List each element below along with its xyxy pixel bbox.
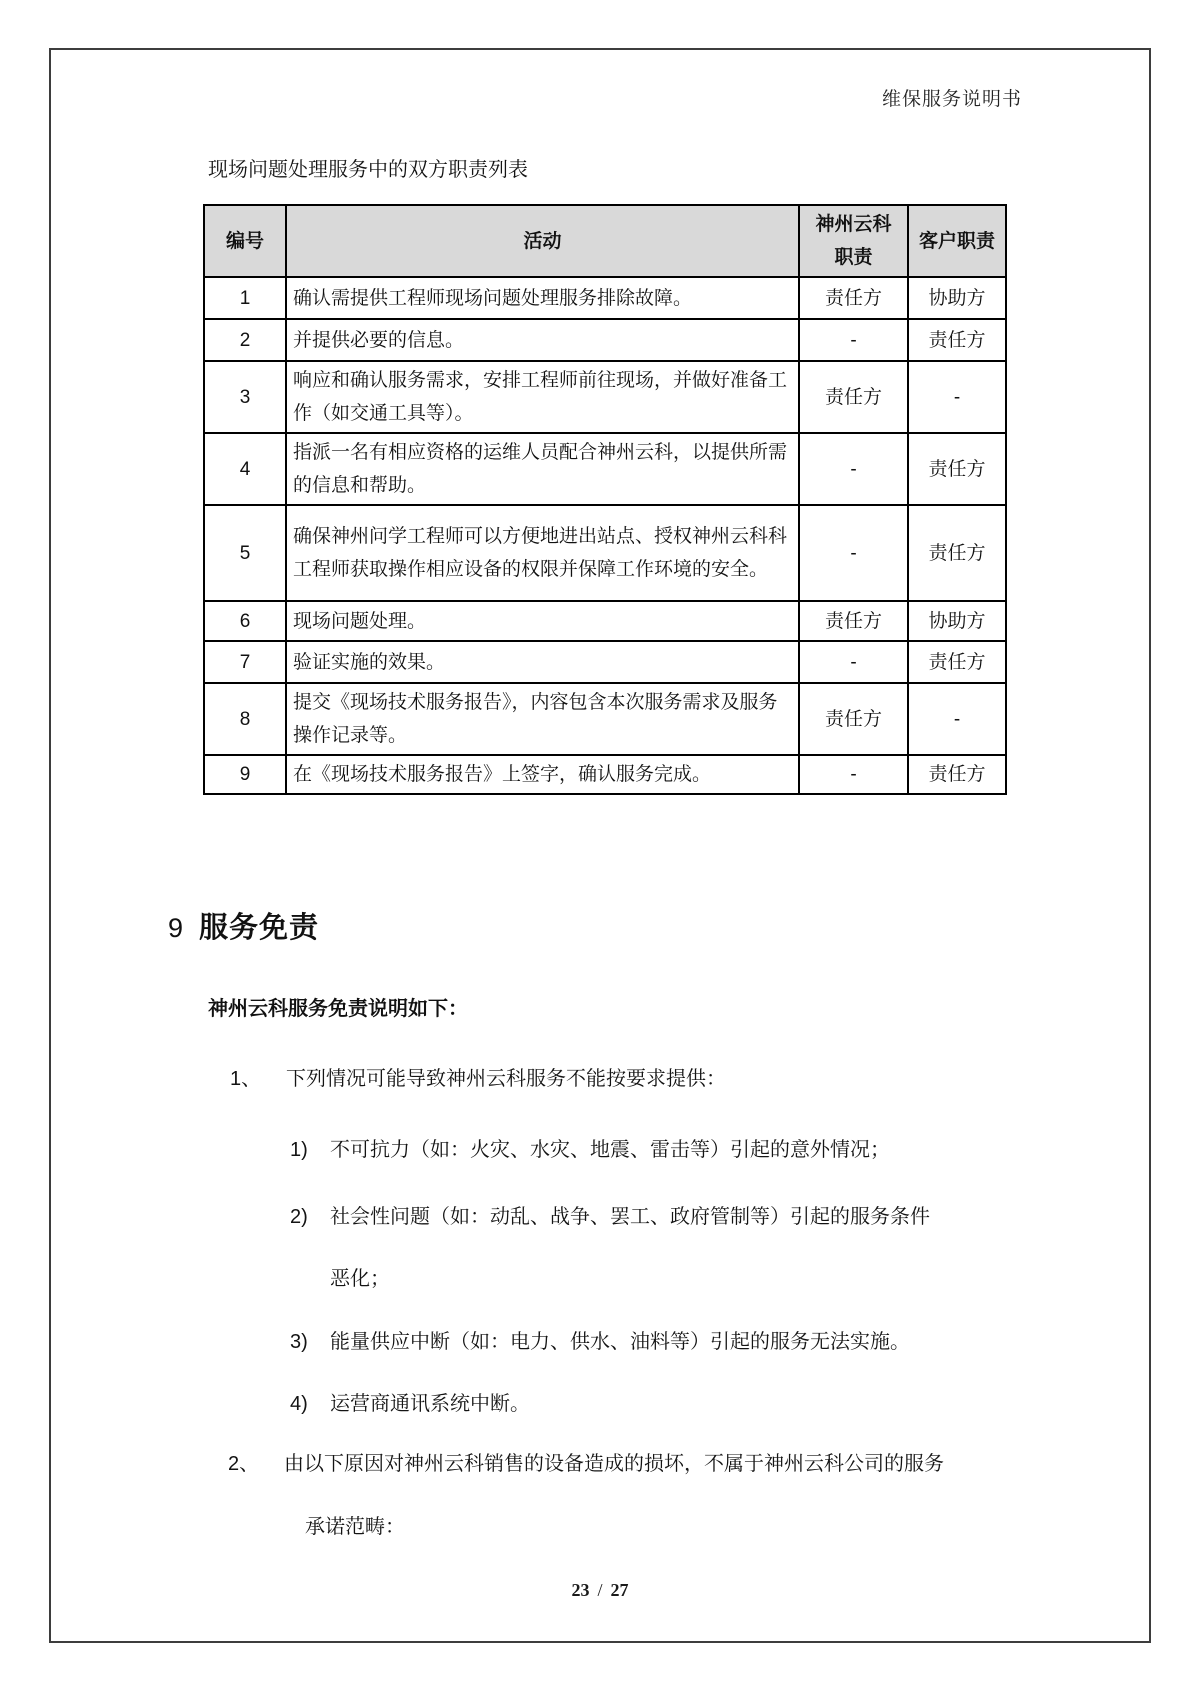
row-number: 9 [204,755,286,794]
table-caption: 现场问题处理服务中的双方职责列表 [208,159,528,181]
row-vendor-role: - [799,433,908,505]
list-item [228,1447,944,1476]
row-activity: 验证实施的效果。 [286,641,799,683]
list-text: 能量供应中断（如：电力、供水、油料等）引起的服务无法实施。 [330,1331,910,1353]
list-text: 承诺范畴： [305,1516,405,1538]
list-item [290,1133,890,1162]
list-item [290,1325,910,1354]
column-header-vendor [799,205,908,277]
page-separator: / [597,1580,603,1600]
table-header-row [204,205,1006,277]
row-number: 6 [204,601,286,641]
row-number: 8 [204,683,286,755]
list-marker: 4) [290,1393,308,1415]
list-text: 由以下原因对神州云科销售的设备造成的损坏，不属于神州云科公司的服务 [284,1453,944,1475]
vendor-header-line2: 职责 [834,247,873,268]
section-title: 服务免责 [199,912,320,944]
total-page-number: 27 [610,1580,629,1600]
row-customer-role: 责任方 [908,433,1006,505]
table-row [204,505,1006,601]
document-header-title: 维保服务说明书 [881,89,1022,110]
table-row [204,683,1006,755]
row-activity: 响应和确认服务需求，安排工程师前往现场，并做好准备工作（如交通工具等）。 [286,361,799,433]
row-vendor-role: 责任方 [799,601,908,641]
list-item [230,1062,726,1091]
list-item [290,1387,530,1416]
row-vendor-role: 责任方 [799,361,908,433]
row-number: 1 [204,277,286,319]
column-header-activity: 活动 [286,205,799,277]
table-row [204,601,1006,641]
list-text: 不可抗力（如：火灾、水灾、地震、雷击等）引起的意外情况； [330,1139,890,1161]
table-row [204,277,1006,319]
row-number: 2 [204,319,286,361]
row-number: 3 [204,361,286,433]
table-row [204,319,1006,361]
table-row [204,755,1006,794]
row-vendor-role: - [799,319,908,361]
row-customer-role: 协助方 [908,601,1006,641]
row-vendor-role: 责任方 [799,683,908,755]
row-customer-role: - [908,361,1006,433]
list-marker: 2、 [228,1453,260,1475]
disclaimer-lead: 神州云科服务免责说明如下： [208,998,468,1020]
row-customer-role: 责任方 [908,755,1006,794]
row-number: 7 [204,641,286,683]
row-number: 5 [204,505,286,601]
list-item [290,1200,930,1229]
row-customer-role: - [908,683,1006,755]
table-row [204,433,1006,505]
row-number: 4 [204,433,286,505]
list-text: 社会性问题（如：动乱、战争、罢工、政府管制等）引起的服务条件 [330,1206,930,1228]
row-activity: 确认需提供工程师现场问题处理服务排除故障。 [286,277,799,319]
row-customer-role: 责任方 [908,641,1006,683]
row-customer-role: 责任方 [908,505,1006,601]
list-item-continuation [330,1262,390,1291]
list-text: 下列情况可能导致神州云科服务不能按要求提供： [286,1068,726,1090]
row-activity: 提交《现场技术服务报告》，内容包含本次服务需求及服务操作记录等。 [286,683,799,755]
list-marker: 1、 [230,1068,262,1090]
responsibility-table [203,204,1007,795]
row-vendor-role: 责任方 [799,277,908,319]
column-header-number: 编号 [204,205,286,277]
section-heading [168,905,319,946]
row-customer-role: 责任方 [908,319,1006,361]
list-item-continuation [305,1510,405,1539]
current-page-number: 23 [571,1580,590,1600]
vendor-header-line1: 神州云科 [815,214,892,235]
row-activity: 在《现场技术服务报告》上签字，确认服务完成。 [286,755,799,794]
row-activity: 现场问题处理。 [286,601,799,641]
row-customer-role: 协助方 [908,277,1006,319]
list-marker: 2) [290,1206,308,1228]
row-vendor-role: - [799,755,908,794]
section-number: 9 [168,913,184,943]
list-text: 恶化； [330,1268,390,1290]
row-activity: 指派一名有相应资格的运维人员配合神州云科，以提供所需的信息和帮助。 [286,433,799,505]
table-row [204,361,1006,433]
row-vendor-role: - [799,641,908,683]
page-footer [0,1580,1200,1601]
table-row [204,641,1006,683]
list-marker: 3) [290,1331,308,1353]
row-vendor-role: - [799,505,908,601]
list-marker: 1) [290,1139,308,1161]
column-header-customer: 客户职责 [908,205,1006,277]
list-text: 运营商通讯系统中断。 [330,1393,530,1415]
row-activity: 并提供必要的信息。 [286,319,799,361]
row-activity: 确保神州问学工程师可以方便地进出站点、授权神州云科科工程师获取操作相应设备的权限并保障工作环境的安全。 [286,505,799,601]
